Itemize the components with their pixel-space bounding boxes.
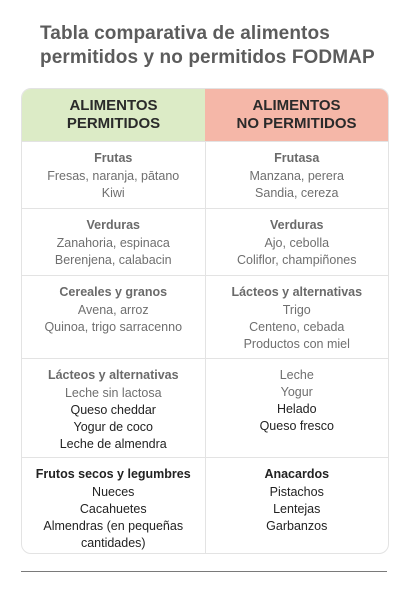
food-item: Pistachos	[269, 485, 324, 499]
permitted-cell	[22, 276, 206, 358]
food-item: Queso cheddar	[70, 403, 156, 417]
category-label: Verduras	[86, 218, 140, 232]
category-label: Frutas	[94, 151, 133, 165]
food-item: cantidades)	[80, 536, 146, 550]
food-item: Yogur de coco	[73, 420, 153, 434]
category-label: Frutasa	[274, 151, 320, 165]
not-permitted-cell	[206, 458, 389, 554]
food-item: Trigo	[282, 303, 311, 317]
food-item: Leche	[279, 368, 314, 382]
food-item: Leche de almendra	[59, 437, 167, 451]
food-item: Kiwi	[101, 186, 125, 200]
table-row	[22, 141, 388, 208]
category-label: Verduras	[269, 218, 324, 232]
category-label: Lácteos y alternativas	[47, 368, 179, 382]
comparison-table	[21, 88, 389, 554]
food-item: Cacahuetes	[79, 502, 147, 516]
food-item: Helado	[276, 402, 317, 416]
food-item: Almendras (en pequeñas	[43, 519, 184, 533]
not-permitted-cell	[206, 359, 389, 457]
page-title: Tabla comparativa de alimentos permitidos y no permitidos FODMAP	[40, 23, 375, 68]
table-row	[22, 275, 388, 358]
category-label: Frutos secos y legumbres	[35, 467, 191, 481]
header-not-permitted: ALIMENTOS NO PERMITIDOS	[205, 89, 388, 141]
food-item: Garbanzos	[266, 519, 328, 533]
permitted-cell	[22, 458, 206, 554]
table-header	[22, 89, 388, 141]
food-item: Manzana, perera	[249, 169, 344, 183]
food-item: Berenjena, calabacin	[54, 253, 172, 267]
table-row	[22, 358, 388, 457]
food-item: Lentejas	[273, 502, 321, 516]
category-label: Cereales y granos	[59, 285, 168, 299]
food-item: Nueces	[92, 485, 135, 499]
not-permitted-cell	[206, 276, 389, 358]
not-permitted-cell	[206, 142, 389, 208]
food-item: Queso fresco	[259, 419, 334, 433]
category-label: Anacardos	[264, 467, 330, 481]
header-permitted: ALIMENTOS PERMITIDOS	[22, 89, 205, 141]
food-item: Centeno, cebada	[249, 320, 345, 334]
table-row	[22, 208, 388, 275]
food-item: Yogur	[280, 385, 313, 399]
food-item: Quinoa, trigo sarracenno	[44, 320, 183, 334]
footer-divider	[21, 571, 387, 572]
food-item: Avena, arroz	[77, 303, 149, 317]
food-item: Leche sin lactosa	[64, 386, 162, 400]
food-item: Coliflor, champiñones	[236, 253, 357, 267]
food-item: Zanahoria, espinaca	[56, 236, 170, 250]
food-item: Sandia, cereza	[255, 186, 339, 200]
permitted-cell	[22, 142, 206, 208]
food-item: Productos con miel	[243, 337, 350, 351]
permitted-cell	[22, 209, 206, 275]
food-item: Ajo, cebolla	[264, 236, 330, 250]
not-permitted-cell	[206, 209, 389, 275]
table-row	[22, 457, 388, 554]
food-item: Fresas, naranja, pātano	[47, 169, 180, 183]
category-label: Lácteos y alternativas	[231, 285, 363, 299]
permitted-cell	[22, 359, 206, 457]
